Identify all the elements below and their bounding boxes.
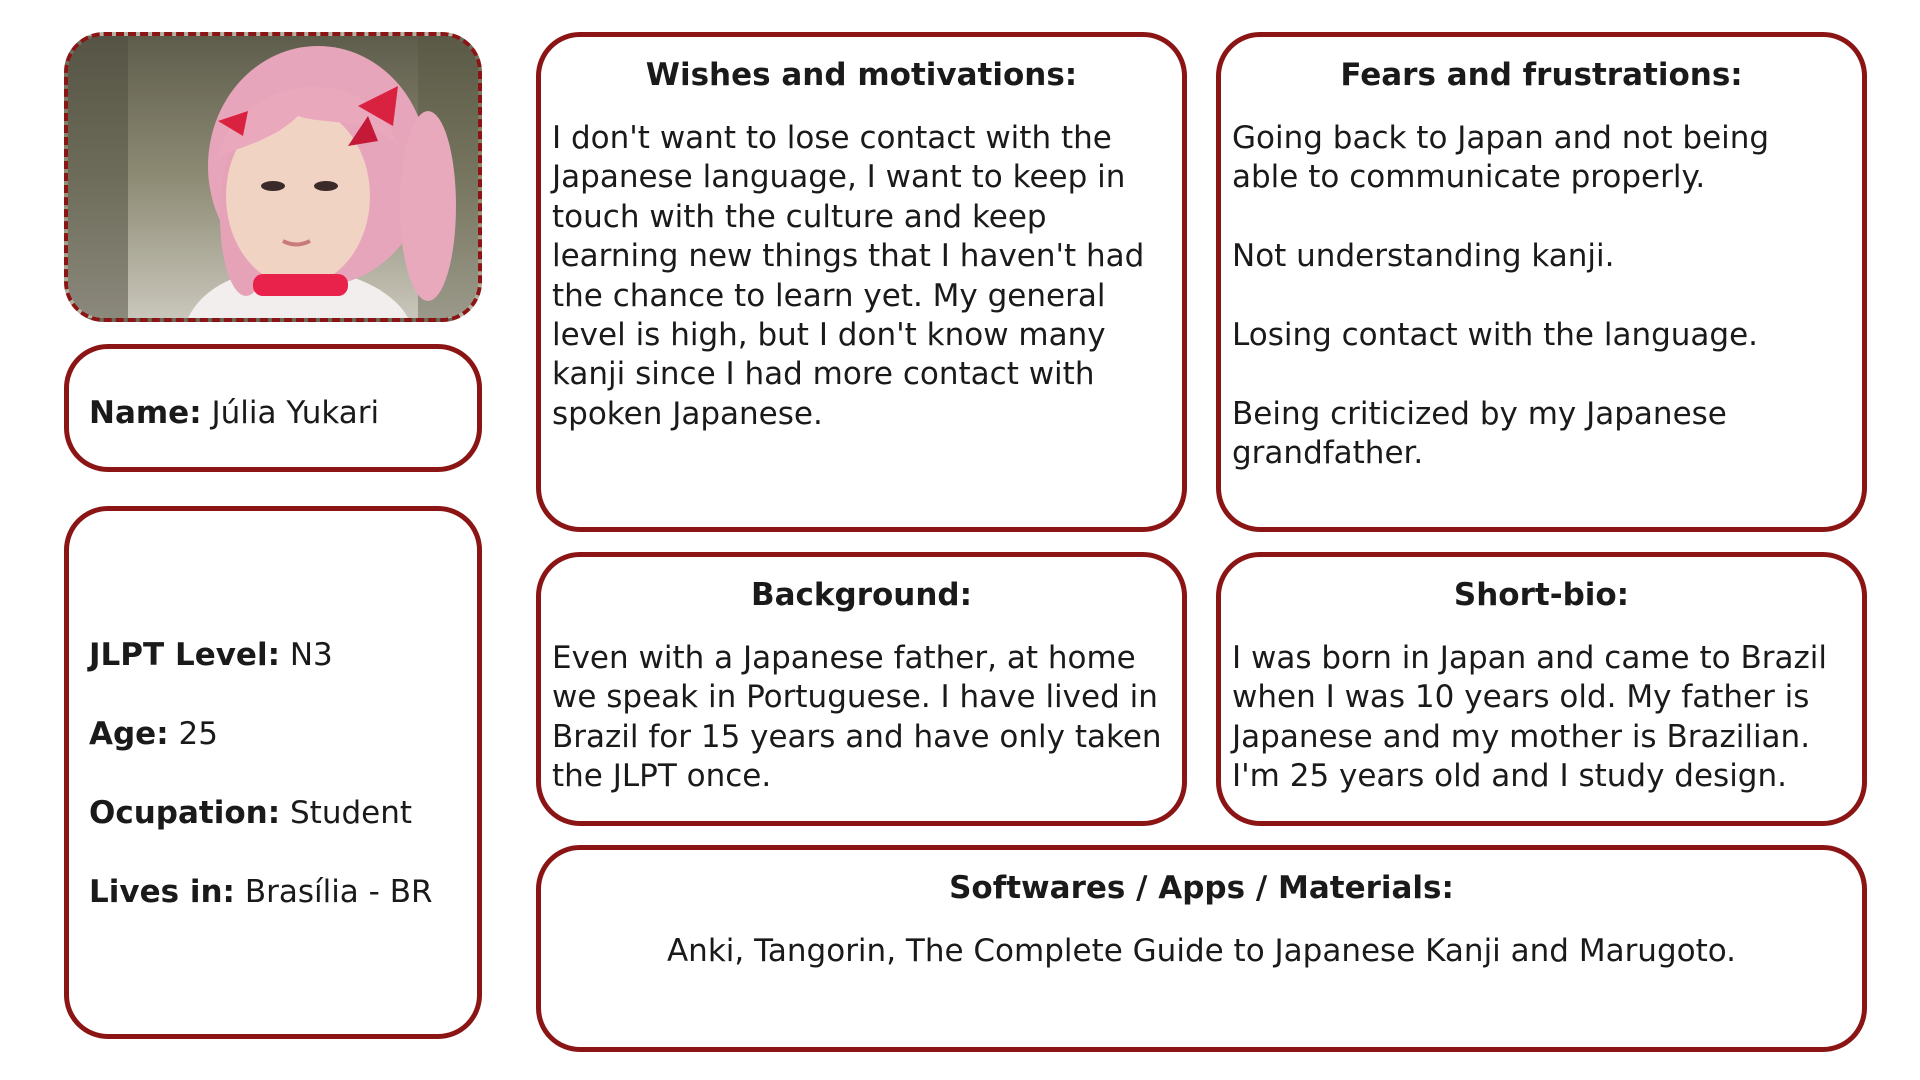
short-bio-title: Short-bio: <box>1453 577 1630 613</box>
software-body: Anki, Tangorin, The Complete Guide to Japanese Kanji and Marugoto. <box>666 933 1737 969</box>
persona-photo <box>64 32 482 322</box>
persona-photo-image <box>68 36 478 318</box>
detail-value: 25 <box>178 716 218 752</box>
detail-label: Lives in: <box>89 874 235 910</box>
wishes-title: Wishes and motivations: <box>645 57 1078 93</box>
lives-in-row <box>89 874 433 911</box>
jlpt-level-row <box>89 637 333 674</box>
detail-label: Ocupation: <box>89 795 281 831</box>
name-card <box>64 344 482 472</box>
detail-label: JLPT Level: <box>89 637 280 673</box>
fears-card <box>1216 32 1867 532</box>
details-card <box>64 506 482 1039</box>
background-title: Background: <box>750 577 973 613</box>
wishes-body: I don't want to lose contact with the Japanese language, I want to keep in touch with the culture and keep learning new things that I haven't had the chance to learn yet. My general level is high, but I don't know many kanji since I had more contact with spoken Japanese. <box>552 120 1145 432</box>
age-row <box>89 716 218 753</box>
name-label: Name: <box>89 395 202 431</box>
fears-title: Fears and frustrations: <box>1340 57 1743 93</box>
name-row <box>89 395 379 432</box>
occupation-row <box>89 795 412 832</box>
detail-value: Brasília - BR <box>244 874 433 910</box>
detail-value: Student <box>289 795 413 831</box>
background-body: Even with a Japanese father, at home we speak in Portuguese. I have lived in Brazil for 15 years and have only taken the JLPT once. <box>552 640 1162 795</box>
detail-value: N3 <box>289 637 333 673</box>
name-value: Júlia Yukari <box>211 395 380 431</box>
short-bio-card <box>1216 552 1867 826</box>
background-card <box>536 552 1187 826</box>
short-bio-body: I was born in Japan and came to Brazil when I was 10 years old. My father is Japanese and my mother is Brazilian. I'm 25 years old and I study design. <box>1232 640 1827 795</box>
software-card <box>536 845 1867 1052</box>
software-title: Softwares / Apps / Materials: <box>949 870 1454 906</box>
fears-body: Going back to Japan and not being able to communicate properly. Not understanding kanji. Losing contact with the language. Being criticized by my Japanese grandfather. <box>1232 120 1770 472</box>
wishes-card <box>536 32 1187 532</box>
detail-label: Age: <box>89 716 169 752</box>
